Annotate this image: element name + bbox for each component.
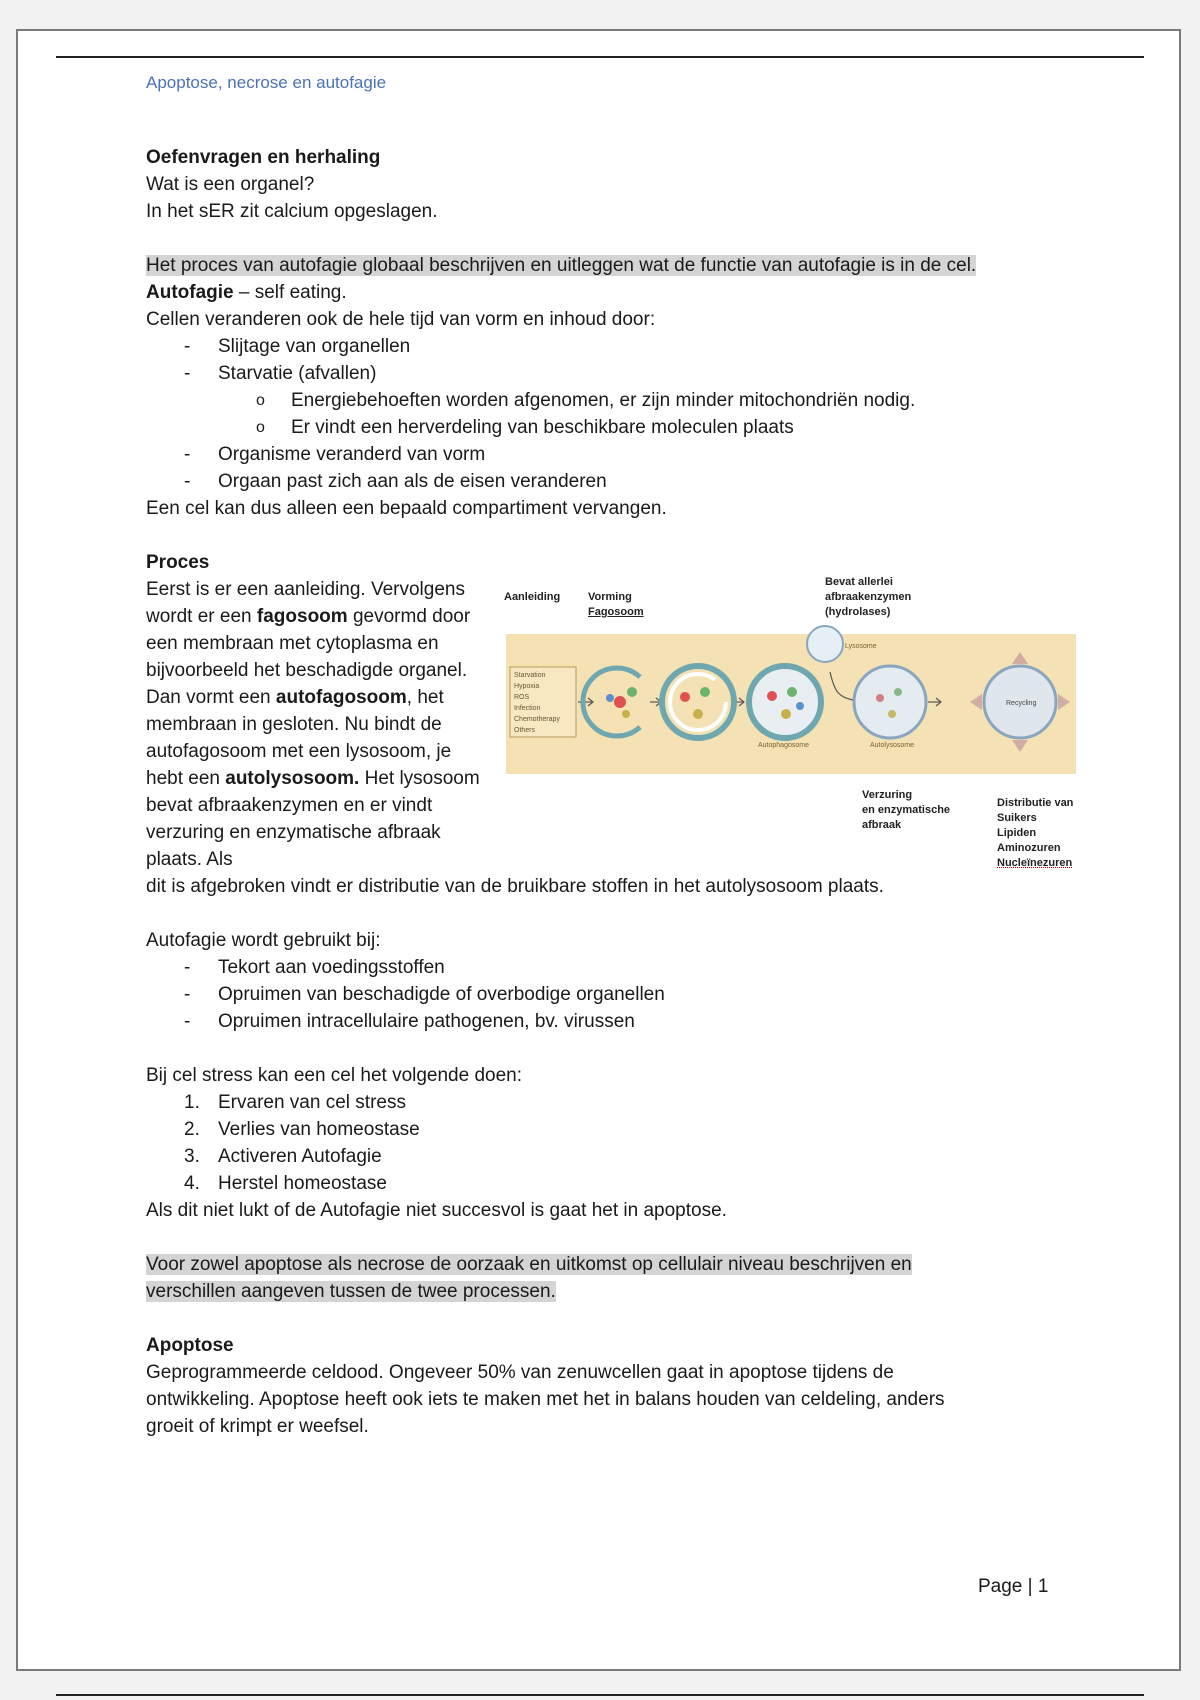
paragraph: ontwikkeling. Apoptose heeft ook iets te maken met het in balans houden van celdeling, anders xyxy=(146,1389,945,1410)
numbered-item: 2. Verlies van homeostase xyxy=(184,1119,420,1140)
lysosome xyxy=(807,626,843,662)
page-number: Page | 1 xyxy=(978,1576,1049,1597)
section-heading: Oefenvragen en herhaling xyxy=(146,147,381,168)
paragraph: In het sER zit calcium opgeslagen. xyxy=(146,201,438,222)
list-item: - Tekort aan voedingsstoffen xyxy=(184,957,445,978)
list-item: - Opruimen van beschadigde of overbodige organellen xyxy=(184,984,665,1005)
paragraph: Wat is een organel? xyxy=(146,174,315,195)
figure-label-vorming: Vorming xyxy=(588,591,632,603)
autolysosome-label: Autolysosome xyxy=(870,742,914,749)
paragraph: Als dit niet lukt of de Autofagie niet succesvol is gaat het in apoptose. xyxy=(146,1200,727,1221)
proces-paragraph: Eerst is er een aanleiding. Vervolgens wordt er een fagosoom gevormd door een membraan met cytoplasma en bijvoorbeeld het beschadigde organel. Dan vormt een autofagosoom, het membraan in gesloten. Nu bindt de autofagosoom met een lysosoom, je hebt een autolysosoom. Het lysosoom bevat afbraakenzymen en er vindt verzuring en enzymatische afbraak plaats. Als xyxy=(146,579,480,870)
paragraph: Een cel kan dus alleen een bepaald compartiment vervangen. xyxy=(146,498,667,519)
list-item: - Slijtage van organellen xyxy=(184,336,411,357)
lysosome-label: Lysosome xyxy=(845,643,877,650)
learning-goal: verschillen aangeven tussen de twee processen. xyxy=(146,1281,556,1302)
paragraph: Cellen veranderen ook de hele tijd van vorm en inhoud door: xyxy=(146,309,656,330)
autophagy-diagram xyxy=(500,622,1090,822)
footer-rule xyxy=(56,1694,1144,1696)
numbered-item: 1. Ervaren van cel stress xyxy=(184,1092,406,1113)
autolysosome xyxy=(854,666,926,738)
figure-label-aanleiding: Aanleiding xyxy=(504,591,561,603)
autophagosome xyxy=(749,666,821,738)
paragraph: Geprogrammeerde celdood. Ongeveer 50% van zenuwcellen gaat in apoptose tijdens de xyxy=(146,1362,894,1383)
section-heading: Apoptose xyxy=(146,1335,234,1356)
section-heading: Proces xyxy=(146,552,210,573)
figure-label-bevat: Bevat allerlei afbraakenzymen (hydrolases) xyxy=(825,576,912,618)
list-item: - Orgaan past zich aan als de eisen veranderen xyxy=(184,471,607,492)
definition: Autofagie – self eating. xyxy=(146,282,347,303)
header-rule xyxy=(56,56,1144,58)
list-item: - Organisme veranderd van vorm xyxy=(184,444,486,465)
list-item: - Starvatie (afvallen) xyxy=(184,363,377,384)
running-header: Apoptose, necrose en autofagie xyxy=(146,73,387,92)
paragraph: groeit of krimpt er weefsel. xyxy=(146,1416,369,1437)
cause-text: Starvation xyxy=(514,672,546,679)
learning-goal: Voor zowel apoptose als necrose de oorzaak en uitkomst op cellulair niveau beschrijven en xyxy=(146,1254,912,1275)
cause-text: Infection xyxy=(514,705,541,712)
paragraph: Autofagie wordt gebruikt bij: xyxy=(146,930,381,951)
cause-text: Chemotherapy xyxy=(514,716,560,723)
figure-label-fagosoom: Fagosoom xyxy=(588,606,644,618)
list-item: - Opruimen intracellulaire pathogenen, bv. virussen xyxy=(184,1011,635,1032)
cause-text: Hypoxia xyxy=(514,683,540,690)
cause-text: ROS xyxy=(514,694,530,701)
numbered-item: 4. Herstel homeostase xyxy=(184,1173,387,1194)
numbered-item: 3. Activeren Autofagie xyxy=(184,1146,382,1167)
paragraph: Bij cel stress kan een cel het volgende doen: xyxy=(146,1065,523,1086)
cause-text: Others xyxy=(514,727,536,734)
sub-list-item: o Energiebehoeften worden afgenomen, er zijn minder mitochondriën nodig. xyxy=(256,390,916,411)
autophagosome-label: Autophagosome xyxy=(758,742,809,749)
sub-list-item: o Er vindt een herverdeling van beschikbare moleculen plaats xyxy=(256,417,794,438)
figure-label-distributie: Distributie van Suikers Lipiden Aminozuren Nucleïnezuren xyxy=(997,797,1074,869)
autophagy-figure xyxy=(500,570,1090,880)
recycling-label: Recycling xyxy=(1006,700,1037,707)
figure-label-verzuring: Verzuring en enzymatische afbraak xyxy=(862,789,951,831)
paragraph: dit is afgebroken vindt er distributie van de bruikbare stoffen in het autolysosoom plaats. xyxy=(146,876,884,897)
learning-goal: Het proces van autofagie globaal beschrijven en uitleggen wat de functie van autofagie is in de cel. xyxy=(146,255,977,276)
